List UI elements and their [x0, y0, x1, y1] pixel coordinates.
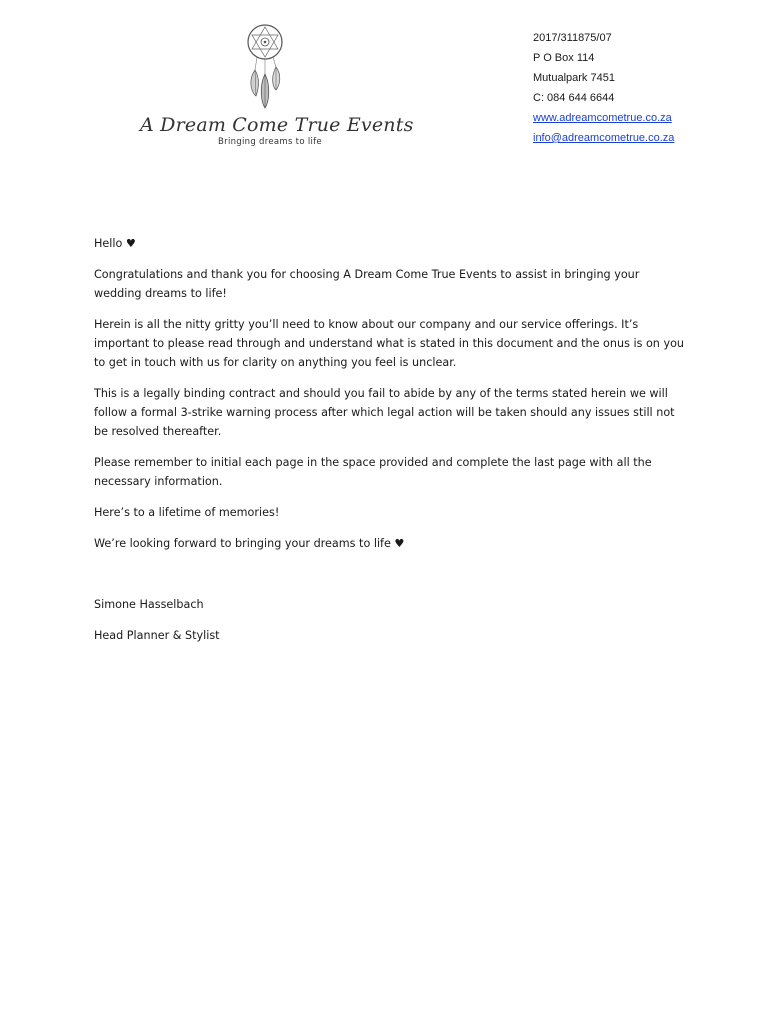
contact-details	[533, 28, 674, 148]
signature-name: Simone Hasselbach	[94, 598, 204, 611]
po-box: P O Box 114	[533, 52, 595, 64]
signature-title: Head Planner & Stylist	[94, 629, 220, 642]
paragraph: Here’s to a lifetime of memories!	[94, 506, 280, 519]
paragraph: Herein is all the nitty gritty you’ll need to know about our company and our service offerings. It’s important to please read through and understand what is stated in this document and the onus is on you to get in touch with us for clarity on anything you feel is unclear.	[94, 318, 685, 369]
company-logo	[140, 22, 414, 152]
paragraph: We’re looking forward to bringing your dreams to life ♥	[94, 537, 405, 550]
logo-name: A Dream Come True Events	[140, 114, 414, 136]
signature-spacer	[94, 565, 684, 595]
paragraph: Congratulations and thank you for choosing A Dream Come True Events to assist in bringing your wedding dreams to life!	[94, 268, 640, 300]
email-link[interactable]: info@adreamcometrue.co.za	[533, 132, 675, 144]
city-postcode: Mutualpark 7451	[533, 72, 615, 84]
website-link[interactable]: www.adreamcometrue.co.za	[533, 112, 672, 124]
logo-tagline: Bringing dreams to life	[218, 137, 322, 147]
greeting: Hello ♥	[94, 237, 136, 250]
letter-body	[94, 234, 684, 657]
paragraph: Please remember to initial each page in the space provided and complete the last page with all the necessary information.	[94, 456, 652, 488]
registration-number: 2017/311875/07	[533, 32, 612, 44]
paragraph: This is a legally binding contract and should you fail to abide by any of the terms stated herein we will follow a formal 3-strike warning process after which legal action will be taken should any issues still not be resolved thereafter.	[94, 387, 675, 438]
phone-number: C: 084 644 6644	[533, 92, 615, 104]
dreamcatcher-icon	[235, 22, 295, 112]
